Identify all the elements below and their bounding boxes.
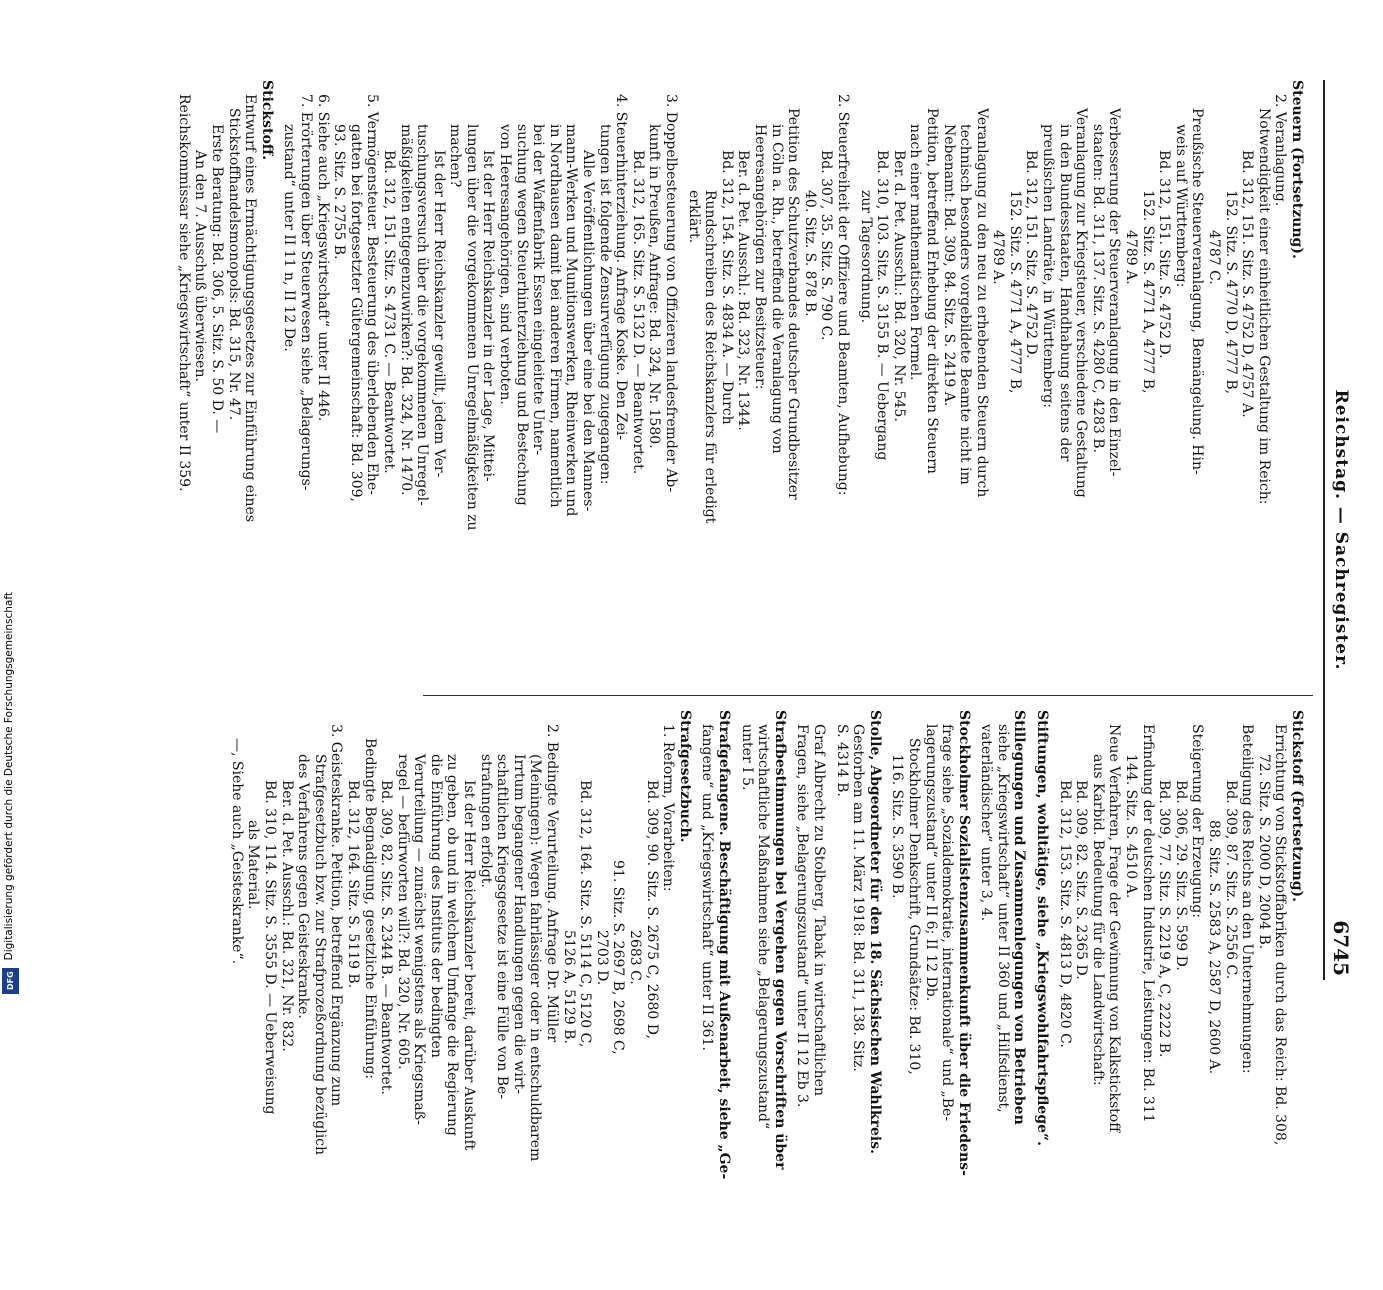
index-entry-line: 152. Sitz. S. 4770 D, 4777 B, (1222, 190, 1239, 395)
spacer (788, 710, 794, 1290)
index-entry-line: vaterländischer“ unter 3, 4. (978, 724, 995, 922)
index-entry-line: Veranlagung zur Kriegsteuer, verschiedene Gestaltung (1073, 108, 1090, 498)
index-entry-line: aus Karbid. Bedeutung für die Landwirtschaft: (1089, 754, 1106, 1086)
index-entry-line: Entwurf eines Ermächtigungsgesetzes zur Einführung eines (242, 94, 259, 523)
index-entry-line: Notwendigkeit einer einheitlichen Gestaltung im Reich: (1255, 108, 1272, 505)
index-entry-line: Neue Verfahren, Frage der Gewinnung von Kalkstickstoff (1106, 724, 1123, 1133)
spacer (883, 710, 889, 1290)
index-entry-line: Rundschreiben des Reichskanzlers für erledigt (702, 190, 719, 524)
index-entry-line: Bd. 310, 103. Sitz. S. 3155 B. — Uebergang (874, 150, 891, 461)
index-entry-line: Ist der Herr Reichskanzler gewillt, jedem Ver- (430, 150, 447, 478)
index-entry-line: bei der Waffenfabrik Essen eingeleitete Unter- (530, 124, 547, 455)
index-entry-line: 4787 C. (1206, 230, 1223, 285)
index-entry-line: Verurteilung — zunächst wenigstens als Kriegsmaß- (411, 754, 428, 1125)
index-entry-line: weis auf Württemberg: (1172, 124, 1189, 288)
index-entry-line: lagerungszustand“ unter II 6; II 12 Db. (922, 724, 939, 1002)
index-entry-line: 3. Geisteskranke. Petition, betreffend Ergänzung zum (328, 724, 345, 1107)
index-entry-line: Bd. 309, 82. Sitz. S. 2344 B. — Beantwortet. (378, 780, 395, 1095)
index-entry-line: Bd. 312, 165. Sitz. S. 5132 D. — Beantwortet. (629, 150, 646, 475)
index-entry-line: die Einführung des Instituts der bedingten (427, 754, 444, 1058)
index-entry-line: Ber. d. Pet. Ausschl.: Bd. 320, Nr. 545. (890, 150, 907, 422)
index-entry-line: Veranlagung zu den neu zu erhebenden Steuern durch (973, 108, 990, 498)
running-head (1323, 80, 1355, 980)
index-entry-line: Steigerung der Erzeugung: (1189, 724, 1206, 919)
index-entry-line: 5. Vermögensteuer. Besteuerung des überlebenden Ehe- (364, 94, 381, 495)
index-entry-line: in den Bundesstaaten, Handhabung seitens der (1056, 124, 1073, 462)
index-heading: Stolle, Abgeordneter für den 18. Sächsischen Wahlkreis. (866, 710, 883, 1154)
index-entry-line: 72. Sitz. S. 2000 D, 2004 B. (1255, 754, 1272, 950)
index-entry-line: Heeresangehörigen zur Besitzsteuer: (752, 124, 768, 390)
index-heading: Strafgefangene. Beschäftigung mit Außenarbeit, siehe „Ge- (716, 710, 732, 1180)
index-entry-line: 91. Sitz. S. 2697 B, 2698 C, (610, 860, 627, 1055)
index-heading: Strafgesetzbuch. (676, 710, 693, 843)
index-heading: Steuern (Fortsetzung). (1289, 80, 1305, 259)
index-entry-line: Petition, betreffend Erhebung der direkten Steuern (923, 108, 940, 474)
index-entry-line: 2. Veranlagung. (1272, 94, 1289, 207)
index-entry-line: Alle Veröffentlichungen über eine bei den Mannes- (580, 150, 597, 512)
index-entry-line: Verbesserung der Steuerveranlagung in den Einzel- (1106, 108, 1123, 477)
index-entry-line: Bd. 309, 90. Sitz. S. 2675 C, 2680 D, (643, 780, 660, 1039)
index-entry-line: Ist der Herr Reichskanzler bereit, darüber Auskunft (461, 780, 478, 1151)
index-entry-line: Ber. d. Pet. Ausschl.: Bd. 321, Nr. 832. (278, 780, 295, 1052)
index-entry-line: Bd. 312, 151. Sitz. S. 4752 D. (1023, 150, 1040, 359)
digitization-footer (0, 0, 22, 1000)
index-entry-line: 4789 A. (1123, 230, 1140, 285)
index-entry-line: Nebenamt: Bd. 309, 84. Sitz. S. 2419 A. (940, 124, 957, 407)
index-entry-line: regel — befürworten will?: Bd. 320, Nr. 605. (394, 754, 411, 1070)
index-entry-line: Fragen, siehe „Belagerungszustand“ unter II 12 Eb 3. (794, 724, 811, 1108)
index-entry-line: kunft in Preußen, Anfrage: Bd. 324, Nr. 1580. (646, 124, 663, 449)
index-entry-line: 2683 C. (627, 930, 644, 985)
index-entry-line: 93. Sitz. S. 2755 B. (331, 124, 348, 260)
index-heading: Stillegungen und Zusammenlegungen von Betrieben (1011, 710, 1028, 1125)
index-entry-line: Bd. 306, 29. Sitz. S. 599 D. (1172, 780, 1189, 971)
index-entry-line: Bd. 312, 151. Sitz. S. 4752 D, 4757 A. (1239, 150, 1256, 418)
index-heading: Stiftungen, wohltätige, siehe „Kriegswohlfahrtspflege“. (1034, 710, 1051, 1146)
index-entry-line: preußischen Landräte, in Württemberg: (1040, 124, 1057, 408)
index-entry-line: Bd. 312, 164. Sitz. S. 5119 B. (344, 780, 361, 989)
index-entry-line: lungen über die vorgekommenen Unregelmäßigkeiten zu (463, 124, 480, 531)
index-entry-line: zustand“ unter II 11 n, II 12 De. (281, 124, 298, 352)
digitization-credit: Digitalisierung gefördert durch die Deutsche Forschungsgemeinschaft (3, 591, 15, 960)
spacer (827, 710, 833, 1290)
index-entry-line: erklärt. (685, 190, 702, 244)
index-entry-line: 88. Sitz. S. 2583 A, 2587 D, 2600 A. (1206, 820, 1223, 1075)
index-entry-line: S. 4314 B. (833, 724, 850, 797)
index-entry-line: Strafgesetzbuch bzw. zur Strafprozeßordnung bezüglich (311, 754, 328, 1156)
index-entry-line: nach einer mathematischen Formel. (907, 124, 924, 381)
right-column (228, 710, 1305, 1290)
index-entry-line: als Material. (245, 820, 262, 910)
index-entry-line: 152. Sitz. S. 4771 A, 4777 B, (1006, 190, 1023, 394)
index-entry-line: An den 7. Ausschuß überwiesen. (192, 150, 209, 382)
index-entry-line: Bd. 312, 151. Sitz. S. 4731 C. — Beantwortet. (380, 150, 397, 474)
dfg-logo: DFG (2, 968, 19, 994)
index-entry-line: Errichtung von Stickstoffabriken durch das Reich: Bd. 308, (1272, 724, 1289, 1146)
index-entry-line: in Nordhausen damit bei anderen Firmen, namentlich (546, 124, 563, 508)
index-entry-line: Bd. 309, 82. Sitz. S. 2365 D. (1073, 780, 1090, 980)
index-entry-line: 116. Sitz. S. 3590 B. (889, 754, 906, 899)
index-heading: Stickstoff (Fortsetzung). (1289, 710, 1305, 903)
index-entry-line: 4. Steuerhinterziehung. Anfrage Koske. Den Zei- (613, 94, 630, 441)
index-heading: Strafbestimmungen bei Vergehen gegen Vorschriften über (771, 710, 788, 1170)
index-entry-line: unter I 5. (738, 724, 755, 791)
index-entry-line: Bd. 312, 151. Sitz. S. 4752 D. (1156, 150, 1173, 359)
index-entry-line: tuschungsversuch über die vorgekommenen Unregel- (414, 124, 431, 506)
spacer (679, 80, 685, 640)
index-entry-line: Stockholmer Denkschrift, Grundsätze: Bd. 310, (905, 738, 922, 1075)
spacer (851, 80, 857, 640)
index-entry-line: Reichskommissar siehe „Kriegswirtschaft“ unter II 359. (175, 94, 192, 492)
index-entry-line: —, Siehe auch „Geisteskranke“. (228, 738, 245, 965)
index-entry-line: strafungen erfolgt. (477, 754, 494, 888)
index-entry-line: wirtschaftliche Maßnahmen siehe „Belagerungszustand“ (755, 724, 772, 1130)
index-entry-line: 3. Doppelbesteuerung von Offizieren landesfremder Ab- (663, 94, 680, 493)
index-entry-line: zu geben, ob und in welchem Umfange die Regierung (444, 754, 461, 1136)
index-entry-line: mann-Werken und Munitionswerken, Rheinwerken und (563, 124, 580, 517)
index-entry-line: fangene“ und „Kriegswirtschaft“ unter II 361. (699, 724, 716, 1051)
spacer (972, 710, 978, 1290)
index-entry-line: 144. Sitz. S. 4510 A. (1123, 754, 1140, 899)
index-entry-line: des Verfahrens gegen Geisteskranke. (295, 754, 312, 1019)
index-entry-line: Bd. 312, 164. Sitz. S. 5114 C, 5120 C, (577, 780, 594, 1048)
index-heading: Stockholmer Sozialistenzusammenkunft über die Friedens- (955, 710, 972, 1176)
index-entry-line: 7. Erörterungen über Steuerwesen siehe „Belagerungs- (297, 94, 314, 491)
index-entry-line: Bedingte Begnadigung, gesetzliche Einführung: (361, 738, 378, 1080)
index-entry-line: staaten: Bd. 311, 137. Sitz. S. 4280 C, 4283 B. (1089, 124, 1106, 453)
index-entry-line: Bd. 307, 35. Sitz. S. 790 C. (818, 150, 835, 341)
page-number: 6745 (1329, 920, 1353, 976)
index-entry-line: Irrtum begangener Handlungen gegen die wirt- (510, 754, 527, 1094)
index-entry-line: in Cöln a. Rh., betreffend die Veranlagung von (768, 124, 785, 454)
index-entry-line: mäßigkeiten entgegenzuwirken?: Bd. 324, Nr. 1470. (397, 124, 414, 496)
index-entry-line: von Heeresangehörigen, sind verboten. (497, 124, 514, 405)
spacer (732, 710, 738, 1290)
index-entry-line: (Meiningen): Wegen fahrlässiger oder in entschuldbarem (527, 754, 544, 1162)
index-entry-line: Ber. d. Pet. Ausschl.: Bd. 323, Nr. 1344. (735, 150, 752, 431)
index-entry-line: Graf Albrecht zu Stolberg, Tabak in wirtschaftlichen (810, 724, 827, 1096)
index-entry-line: siehe „Kriegswirtschaft“ unter II 360 und „Hilfsdienst, (994, 724, 1011, 1113)
index-entry-line: Erfindung der deutschen Industrie, Leistungen: Bd. 311 (1139, 724, 1156, 1123)
index-entry-line: Bd. 309, 87. Sitz. S. 2556 C. (1222, 780, 1239, 980)
index-entry-line: schaftlichen Kriegsgesetze ist eine Fülle von Be- (494, 754, 511, 1100)
spacer (693, 710, 699, 1290)
index-entry-line: machen? (447, 124, 464, 188)
index-entry-line: 1. Reform, Vorarbeiten: (660, 724, 677, 892)
index-entry-line: zur Tagesordnung. (857, 190, 874, 324)
index-entry-line: frage siehe „Sozialdemokratie, internationale“ und „Be- (939, 724, 956, 1122)
spacer (275, 80, 281, 640)
index-entry-line: 2. Steuerfreiheit der Offiziere und Beamten, Aufhebung: (834, 94, 851, 496)
index-entry-line: 152. Sitz. S. 4771 A, 4777 B, (1139, 190, 1156, 394)
index-entry-line: Gestorben am 11. März 1918: Bd. 311, 138. Sitz. (850, 724, 867, 1072)
index-heading: Stickstoff. (258, 80, 275, 161)
index-entry-line: Preußische Steuerveranlagung, Bemängelung. Hin- (1189, 108, 1206, 475)
page-header-title: Reichstag. — Sachregister. (1331, 389, 1351, 671)
index-entry-line: suchung wegen Steuerhinterziehung und Bestechung (513, 124, 530, 506)
index-entry-line: technisch besonders vorgebildete Beamte nicht im (957, 124, 974, 485)
index-entry-line: Stickstoffhandelsmonopols: Bd. 315, Nr. 47. (225, 108, 242, 421)
index-entry-line: 2. Bedingte Verurteilung. Anfrage Dr. Müller (544, 724, 561, 1043)
index-entry-line: 6. Siehe auch „Kriegswirtschaft“ unter II 446. (314, 94, 331, 422)
index-entry-line: 40. Sitz. S. 878 B. (801, 190, 818, 317)
column-divider (423, 695, 1313, 696)
index-entry-line: 2703 D. (593, 930, 610, 986)
index-entry-line: Bd. 312, 154. Sitz. S. 4834 A. — Durch (718, 150, 735, 425)
index-entry-line: Beteiligung des Reichs an den Unternehmungen: (1239, 724, 1256, 1074)
index-entry-line: gatten bei fortgesetzter Gütergemeinschaft: Bd. 309, (347, 124, 364, 502)
index-entry-line: 5126 A, 5129 B. (560, 930, 577, 1044)
left-column (175, 80, 1305, 640)
index-entry-line: tungen ist folgende Zensurverfügung zugegangen: (596, 124, 613, 485)
index-entry-line: 4789 A. (990, 230, 1007, 285)
index-entry-line: Erste Beratung: Bd. 306, 5. Sitz. S. 50 D. — (209, 124, 225, 434)
index-entry-line: Bd. 312, 153. Sitz. S. 4813 D, 4820 C. (1056, 780, 1073, 1048)
index-entry-line: Bd. 309, 77. Sitz. S. 2219 A, C, 2222 B. (1156, 780, 1173, 1058)
index-entry-line: Petition des Schutzverbandes deutscher Grundbesitzer (785, 108, 802, 500)
index-entry-line: Ist der Herr Reichskanzler in der Lage, Mittei- (480, 150, 497, 482)
index-entry-line: Bd. 310, 114. Sitz. S. 3555 D. — Ueberweisung (261, 780, 278, 1115)
